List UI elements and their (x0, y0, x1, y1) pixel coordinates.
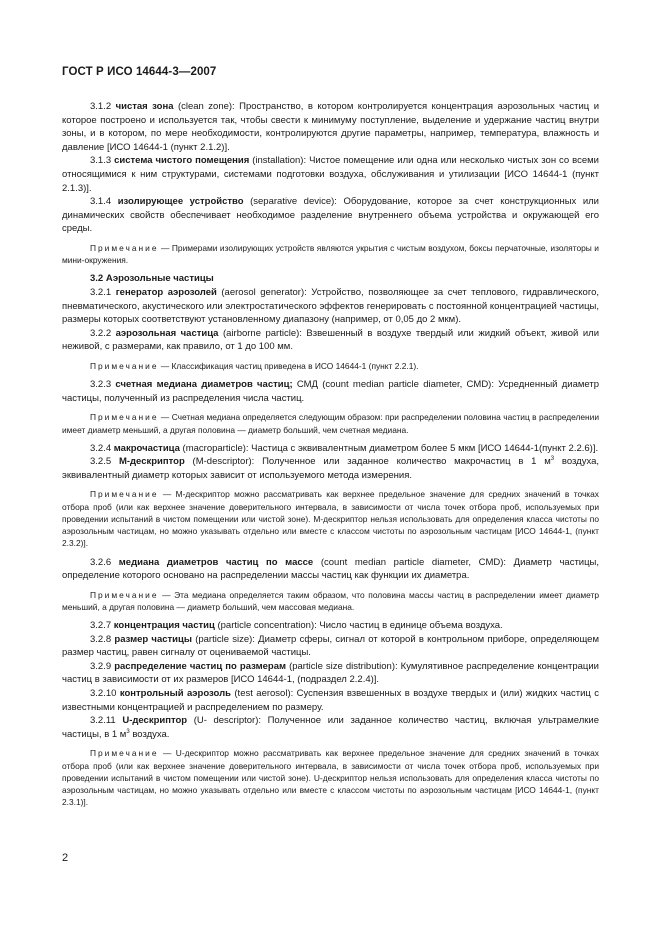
definition-text: (clean zone): Пространство, в котором контролируется концентрация аэрозольных частиц и которое построено и используется так, чтобы свести к минимуму поступление, выделение и удержание частиц внутри зоны, и в котором, по мере необходимости, контролируются другие параметры, например, температура, влажность и давление [ИСО 14644-1 (пункт 2.1.2)]. (62, 101, 599, 153)
clause-number: 3.2.10 (90, 688, 117, 700)
definition-3-1-3 (62, 154, 599, 195)
definition-3-1-2 (62, 100, 599, 154)
clause-number: 3.2.5 (90, 456, 112, 468)
definition-3-2-9 (62, 660, 599, 687)
clause-number: 3.2.8 (90, 633, 112, 645)
term: генератор аэрозолей (115, 286, 217, 298)
clause-number: 3.2.9 (90, 660, 112, 672)
clause-number: 3.2.11 (90, 715, 116, 727)
clause-number: 3.2.3 (90, 379, 112, 391)
definition-text: (M-descriptor): Полученное или заданное количество макрочастиц в 1 м (184, 456, 551, 468)
term: система чистого помещения (114, 155, 250, 167)
note-label: Примечание (90, 489, 159, 500)
definition-text: (count median particle diameter, CMD): Диаметр частицы, определение которого основано на распределении массы частиц как функции их диаметра. (62, 556, 600, 582)
definition-text: (separative device): Оборудование, которое за счет конструкционных или динамических свойств обеспечивает необходимое разделение внутреннего объема устройства и окружающей его среды. (62, 196, 599, 235)
term: контрольный аэрозоль (119, 688, 231, 700)
clause-number: 3.2.6 (90, 556, 112, 568)
definition-text: (particle size): Диаметр сферы, сигнал от которой в контрольном приборе, определяющем размер частиц, равен сигналу от оцениваемой частицы. (62, 633, 599, 659)
definition-3-2-5 (62, 455, 599, 482)
definition-text: (particle concentration): Число частиц в единице объема воздуха. (214, 620, 503, 632)
note-label: Примечание (90, 360, 159, 371)
clause-number: 3.1.4 (90, 196, 112, 208)
section-heading: 3.2 Аэрозольные частицы (90, 273, 214, 285)
definition-text: (installation): Чистое помещение или одна или несколько чистых зон со всеми относящимися к ним структурами, системами подготовки воздуха, обслуживания и утилизации [ИСО 14644-1 (пункт 2.1.3)]. (62, 155, 599, 194)
term: чистая зона (115, 101, 174, 112)
definition-3-2-10 (62, 687, 599, 714)
definition-3-1-4 (62, 195, 599, 236)
definition-text: (aerosol generator): Устройство, позволяющее за счет теплового, гидравлического, пневматического, акустического или электростатического эффектов генерировать с постоянной концентрацией частицы, размеры которых соответствуют установленному диапазону (например, от 0,05 до 2 мкм). (62, 286, 600, 326)
note-1 (62, 242, 599, 266)
note-label: Примечание (90, 589, 159, 600)
definition-text: (particle size distribution): Кумулятивное распределение концентрации частиц в зависимости от их размеров [ИСО 14644-1, (подраздел 2.2.4)]. (62, 660, 599, 686)
document-body (62, 100, 599, 808)
definition-text: (macroparticle): Частица с эквивалентным диаметром более 5 мкм [ИСО 14644-1(пункт 2.2.6)]. (179, 442, 599, 454)
definition-text: (airborne particle): Взвешенный в воздухе твердый или жидкий объект, живой или неживой, с размерами, как правило, от 1 до 100 мм. (62, 327, 599, 353)
note-text: — Примерами изолирующих устройств являются укрытия с чистым воздухом, боксы перчаточные, изоляторы и мини-окружения. (62, 242, 599, 266)
term: медиана диаметров частиц по массе (118, 556, 314, 568)
note-label: Примечание (90, 412, 159, 423)
term: М-дескриптор (118, 456, 185, 468)
document-header: ГОСТ Р ИСО 14644-3—2007 (62, 66, 217, 78)
superscript: 3 (126, 728, 130, 735)
term: распределение частиц по размерам (114, 660, 287, 672)
clause-number: 3.2.1 (90, 286, 112, 298)
note-5 (62, 589, 599, 613)
term: размер частицы (114, 633, 192, 645)
page-number: 2 (62, 852, 69, 864)
definition-text: (U- descriptor): Полученное или заданное количество частиц, включая ультрамелкие частицы, в 1 м (62, 715, 599, 740)
definition-3-2-2 (62, 327, 599, 354)
definition-3-2-8 (62, 633, 599, 660)
note-4 (62, 488, 599, 549)
clause-number: 3.2.4 (90, 442, 112, 454)
note-label: Примечание (90, 748, 159, 759)
superscript: 3 (550, 456, 555, 463)
note-text: — Счетная медиана определяется следующим образом: при распределении половина частиц в распределении имеет диаметр меньший, а другая половина — диаметр больший, чем счетная медиана. (62, 412, 599, 435)
note-6 (62, 747, 599, 808)
term: U-дескриптор (122, 715, 188, 727)
clause-number: 3.2.7 (90, 620, 112, 632)
definition-3-2-1 (62, 286, 599, 327)
term: счетная медиана диаметров частиц; (115, 379, 293, 391)
term: макрочастица (113, 442, 180, 454)
clause-number: 3.1.2 (90, 101, 112, 112)
definition-text-cont: воздуха. (129, 728, 170, 740)
definition-3-2-6 (62, 556, 599, 583)
definition-3-2-11 (62, 714, 599, 741)
note-text: — Эта медиана определяется таким образом, что половина массы частиц в распределении имеет диаметр меньший, а другая половина — диаметр больший, чем массовая медиана. (62, 589, 599, 612)
term: изолирующее устройство (117, 196, 244, 208)
definition-3-2-7 (62, 619, 599, 633)
note-2 (62, 360, 599, 372)
clause-number: 3.2.2 (90, 327, 112, 339)
note-3 (62, 411, 599, 435)
term: аэрозольная частица (115, 327, 219, 339)
definition-text: (test aerosol): Суспензия взвешенных в воздухе твердых и (или) жидких частиц с известными концентрацией и распределением по размеру. (62, 688, 600, 713)
clause-number: 3.1.3 (90, 155, 112, 167)
term: концентрация частиц (113, 620, 215, 632)
note-text: — Классификация частиц приведена в ИСО 14644-1 (пункт 2.2.1). (160, 360, 419, 371)
note-text: — М-дескриптор можно рассматривать как верхнее предельное значение для средних значений в точках отбора проб (или как верхнее значение доверительного интервала, в зависимости от числа точек отбора проб, используемых при проведении испытаний в чистом помещении или чистой зоне). М-дескриптор нельзя использовать для определения класса чистоты по аэрозольным частицам, но можно указывать отдельно или вместе с классом чистоты по аэрозольным частицам [ИСО 14644-1, (пункт 2.3.2)]. (62, 489, 599, 549)
note-text: — U-дескриптор можно рассматривать как верхнее предельное значение для средних значений в точках отбора проб (или как верхнее значение доверительного интервала, в зависимости от числа точек отбора проб, используемых при проведении испытаний в чистом помещении или чистой зоне). U-дескриптор нельзя использовать для определения класса чистоты по аэрозольным частицам, но можно указывать отдельно или вместе с классом чистоты по аэрозольным частицам [ИСО 14644-1, (пункт 2.3.1)]. (62, 748, 599, 808)
definition-text-cont: воздуха, эквивалентный диаметр которых зависит от используемого метода измерения. (62, 456, 600, 481)
note-label: Примечание (90, 242, 159, 253)
definition-text: СМД (count median particle diameter, CMD): Усредненный диаметр частицы, полученный из распределения числа частиц. (62, 379, 599, 404)
definition-3-2-4 (62, 442, 599, 456)
definition-3-2-3 (62, 378, 599, 405)
